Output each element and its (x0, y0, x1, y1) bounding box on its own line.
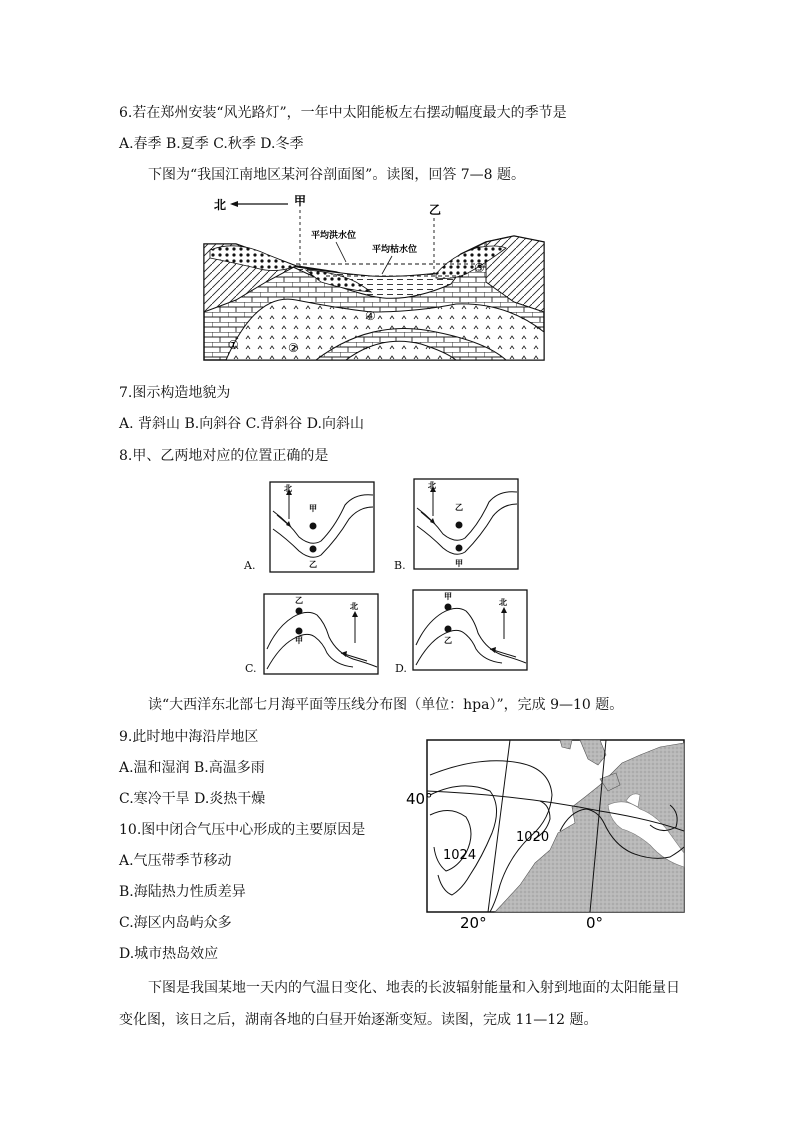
question-9-stem: 9.此时地中海沿岸地区 (119, 729, 259, 745)
option-a-yi: 乙 (309, 560, 317, 569)
isobar-1024-label: 1024 (443, 848, 477, 863)
option-d-label: D. (395, 662, 407, 675)
question-9-options-ab: A.温和湿润 B.高温多雨 (119, 760, 265, 776)
dry-level-label: 平均枯水位 (372, 245, 418, 255)
marker-1: ① (228, 338, 239, 352)
option-a-label: A. (244, 559, 256, 572)
longitude-20-label: 20° (460, 914, 487, 930)
question-6-options: A.春季 B.夏季 C.秋季 D.冬季 (119, 136, 304, 152)
question-7-options: A. 背斜山 B.向斜谷 C.背斜谷 D.向斜山 (119, 416, 364, 432)
question-7-stem: 7.图示构造地貌为 (119, 385, 231, 401)
option-c-jia: 甲 (295, 636, 303, 645)
intro-9-10: 读“大西洋东北部七月海平面等压线分布图（单位：hpa）”，完成 9—10 题。 (148, 697, 624, 713)
marker-4: ④ (365, 309, 376, 323)
option-d-north: 北 (499, 598, 507, 607)
point-yi-label: 乙 (429, 203, 442, 217)
intro-7-8: 下图为“我国江南地区某河谷剖面图”。读图，回答 7—8 题。 (148, 167, 526, 183)
option-b-north: 北 (428, 481, 436, 490)
isobar-map-figure (400, 735, 688, 930)
question-10-option-c: C.海区内岛屿众多 (119, 915, 232, 931)
option-c-diagram (263, 593, 379, 675)
marker-2: ② (288, 341, 299, 355)
option-b-jia: 甲 (455, 559, 463, 568)
point-jia-label: 甲 (294, 194, 307, 208)
question-10-option-b: B.海陆热力性质差异 (119, 884, 246, 900)
intro-11-12-line2: 变化图，该日之后，湖南各地的白昼开始逐渐变短。读图，完成 11—12 题。 (119, 1012, 598, 1028)
option-b-diagram (413, 478, 519, 570)
latitude-40-label: 40° (406, 790, 433, 808)
question-6-stem: 6.若在郑州安装“风光路灯”，一年中太阳能板左右摆动幅度最大的季节是 (119, 105, 567, 121)
option-d-diagram (412, 589, 528, 671)
north-label: 北 (214, 198, 227, 212)
intro-11-12-line1: 下图是我国某地一天内的气温日变化、地表的长波辐射能量和入射到地面的太阳能量日 (148, 980, 680, 996)
option-a-jia: 甲 (309, 504, 317, 513)
river-valley-cross-section-figure (196, 192, 556, 362)
option-c-yi: 乙 (295, 596, 303, 605)
option-a-diagram (269, 481, 375, 573)
question-10-stem: 10.图中闭合气压中心形成的主要原因是 (119, 822, 366, 838)
option-b-label: B. (394, 559, 406, 572)
isobar-1020-label: 1020 (516, 830, 550, 845)
option-c-north: 北 (350, 602, 358, 611)
question-8-stem: 8.甲、乙两地对应的位置正确的是 (119, 448, 329, 464)
option-d-yi: 乙 (444, 636, 452, 645)
question-10-option-d: D.城市热岛效应 (119, 946, 219, 962)
marker-3: ③ (474, 261, 485, 275)
option-d-jia: 甲 (444, 592, 452, 601)
question-9-options-cd: C.寒冷干旱 D.炎热干燥 (119, 791, 266, 807)
flood-level-label: 平均洪水位 (311, 231, 357, 241)
option-b-yi: 乙 (455, 503, 463, 512)
option-a-north: 北 (284, 484, 292, 493)
option-c-label: C. (245, 662, 257, 675)
longitude-0-label: 0° (586, 914, 604, 930)
question-10-option-a: A.气压带季节移动 (119, 853, 232, 869)
